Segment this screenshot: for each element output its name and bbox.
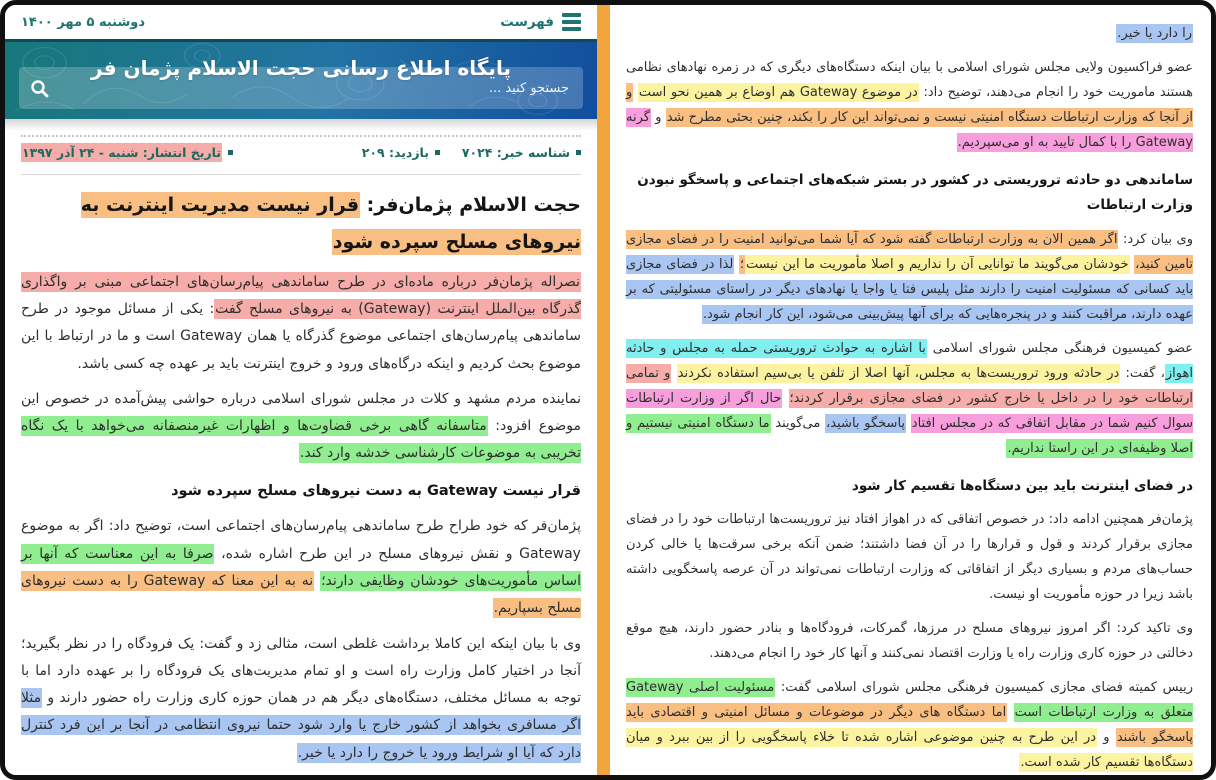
plain-text: عضو کمیسیون فرهنگی مجلس شورای اسلامی xyxy=(926,340,1193,356)
highlighted-text: مثلا اگر مسافری بخواهد از کشور خارج یا وارد شود حتما نیروی انتظامی در آنجا بر این فرد کنترل دارد که آیا او شرایط ورود یا خروج را دارد یا خیر. xyxy=(21,690,581,761)
plain-text xyxy=(1007,705,1013,720)
highlighted-text: اگر همین الان به وزارت ارتباطات گفته شود که آیا شما می‌توانید امنیت را در فضای مجازی تامین کنید، xyxy=(626,232,1193,272)
article-paragraph xyxy=(626,617,1193,667)
plain-text: عضو فراکسیون ولایی مجلس شورای اسلامی با بیان اینکه دستگاه‌های دیگری که در زمره نهادهای نظامی هستند ماموریت خود را انجام می‌دهند، توضیح داد: xyxy=(626,59,1193,100)
article-body-left xyxy=(626,22,1193,775)
search-input[interactable] xyxy=(59,67,583,109)
plain-text xyxy=(671,366,676,381)
plain-text: وی با بیان اینکه این کاملا برداشت غلطی است، مثالی زد و گفت: یک فرودگاه را در نظر بگیرید؛ آنجا در اختیار کامل وزارت راه است و او تمام مدیریت‌های یک فرودگاه را بر عهده دارد اما با توجه به مسائل مختلف، دستگاه‌های دیگر هم در همان حوزه کاری وزارت راه حضور دارند و xyxy=(21,635,581,707)
highlighted-text: حال اگر از وزارت ارتباطات سوال کنیم شما در مقابل اتفاقی که در مجلس افتاد xyxy=(626,390,1193,431)
highlighted-text: لذا در فضای مجازی باید کسانی که مسئولیت امنیت را دارند مثل پلیس فتا یا واجا یا نهادهای دیگر در راستای مسئولیتی که بر عهده دارند، مراقبت کنند و در پنجره‌هایی که برای آنها پیش‌بینی می‌شود، این کار انجام شود. xyxy=(626,257,1193,322)
article-paragraph xyxy=(21,386,581,468)
plain-text: وی بیان کرد: xyxy=(1118,232,1194,248)
menu-label: فهرست xyxy=(500,14,554,30)
dotted-separator xyxy=(21,135,581,137)
article-paragraph xyxy=(626,22,1193,47)
article-paragraph xyxy=(626,676,1193,775)
site-banner xyxy=(5,39,597,119)
banner-shadow xyxy=(5,119,597,130)
plain-text xyxy=(782,391,788,406)
article-paragraph xyxy=(626,228,1193,328)
news-id-label: شناسه خبر: ۷۰۲۴ xyxy=(461,144,570,160)
article-paragraph xyxy=(21,513,581,622)
highlighted-text: پاسخگو باشید، xyxy=(826,415,906,431)
highlighted-text: ؛ xyxy=(739,257,745,272)
plain-text: می‌گویند xyxy=(770,415,826,431)
highlighted-text: قرار نیست مدیریت اینترنت به نیروهای مسلح سپرده شود xyxy=(80,193,581,253)
highlighted-text: مسئولیت اصلی Gateway متعلق به وزارت ارتباطات است xyxy=(626,679,1193,720)
plain-text: نماینده مردم مشهد و کلات در مجلس شورای اسلامی درباره حواشی پیش‌آمده در خصوص این موضوع افزود: xyxy=(21,390,581,435)
highlighted-text: صرفا به این معناست که آنها بر اساس مأموریت‌های خودشان وظایفی دارند؛ xyxy=(21,545,582,589)
highlighted-text: گرنه Gateway را با کمال تایید به او می‌سپردیم. xyxy=(626,109,1193,150)
highlighted-text: در موضوع Gateway هم اوضاع بر همین نحو است xyxy=(638,84,918,100)
highlighted-text: با اشاره به حوادث تروریستی حمله به مجلس و حادثه اهواز xyxy=(626,340,1193,381)
article-page-right xyxy=(5,5,597,775)
section-heading xyxy=(626,474,1193,500)
current-date: دوشنبه ۵ مهر ۱۴۰۰ xyxy=(21,14,146,30)
highlighted-text: ما دستگاه امنیتی نیستیم و اصلا وظیفه‌ای در این راستا نداریم. xyxy=(626,415,1193,456)
meta-row xyxy=(21,143,581,162)
views-label: بازدید: ۲۰۹ xyxy=(361,144,429,160)
search-bar xyxy=(19,67,583,109)
publish-date xyxy=(21,143,233,162)
highlighted-text: خودشان می‌گویند ما توانایی آن را نداریم و اصلا مأموریت ما این نیست xyxy=(746,257,1129,272)
site-title: پایگاه اطلاع رسانی حجت الاسلام پژمان فر xyxy=(91,56,511,81)
highlighted-text: و از آنجا که وزارت ارتباطات دستگاه امنیتی نیست و نمی‌تواند این کار را بکند، چنین بحثی مطرح شد xyxy=(626,84,1193,125)
plain-text: پژمان‌فر که خود طراح طرح ساماندهی پیام‌رسان‌های اجتماعی است، توضیح داد: اگر به موضوع Gateway و نقش نیروهای مسلح در این طرح اشاره شده، xyxy=(21,518,581,562)
plain-text: وی تاکید کرد: اگر امروز نیروهای مسلح در مرزها، گمرکات، فرودگاه‌ها و بنادر حضور دارند، هیچ موقع دخالتی در حوزه کاری وزارت راه یا وزارت اقتصاد نمی‌کنند و آنها کار خود را انجام می‌دهند. xyxy=(626,621,1193,662)
article-paragraph xyxy=(626,337,1193,462)
article-headline xyxy=(21,187,581,261)
plain-text: حجت الاسلام پژمان‌فر: xyxy=(360,193,581,216)
highlighted-text: را دارد یا خیر. xyxy=(1117,26,1192,41)
highlighted-text: نه به این معنا که Gateway را به دست نیروهای مسلح بسپاریم. xyxy=(21,572,581,617)
plain-text: قرار نیست Gateway به دست نیروهای مسلح سپرده شود xyxy=(171,482,581,499)
section-heading xyxy=(21,478,581,506)
square-bullet-icon xyxy=(228,150,233,155)
highlighted-text: و تمامی ارتباطات خود را در داخل یا خارج کشور در فضای مجازی برقرار کردند؛ xyxy=(626,365,1193,406)
article-paragraph xyxy=(21,269,581,378)
plain-text: پژمان‌فر همچنین ادامه داد: در خصوص اتفاقی که در اهواز افتاد نیز تروریست‌ها ارتباطات خود را در فضای مجازی برقرار کردند و قول و قرارها را در آن فضا داشتند؛ ضمن آنکه برخی سرقت‌ها یا خالی کردن حساب‌های مردم و بسیاری دیگر از اتفاقاتی که وزارت ارتباطات نمی‌تواند در آن عرصه پاسخگویی داشته باشد زیرا در حوزه مأموریت او نیست. xyxy=(626,512,1193,603)
article-paragraph xyxy=(626,56,1193,156)
plain-text: ساماندهی دو حادثه تروریستی در کشور در بستر شبکه‌های اجتماعی و پاسخگو نبودن وزارت ارتباطات xyxy=(637,171,1193,214)
highlighted-text: در این طرح به چنین موضوعی اشاره شده تا خلاء پاسخگویی را از بین ببرد و میان دستگاه‌ها تقسیم کار شده است. xyxy=(626,729,1193,770)
square-bullet-icon xyxy=(435,150,440,155)
highlighted-text: نصراله پژمان‌فر درباره ماده‌ای در طرح ساماندهی پیام‌رسان‌های اجتماعی مبنی بر واگذاری گذرگاه بین‌الملل اینترنت (Gateway) به نیروهای مسلح گفت xyxy=(21,273,581,317)
article-body-right xyxy=(5,181,597,775)
article-paragraph xyxy=(626,508,1193,608)
page-divider xyxy=(597,5,610,775)
divider-rule xyxy=(21,174,581,175)
plain-text: : یکی از مسائل موجود در طرح ساماندهی پیام‌رسان‌های اجتماعی موضوع گذرگاه یا همان Gateway است و ما در ارتباط با این موضوع بحث کردیم و اینکه درگاه‌های ورود و خروج اینترنت باید بر عهده چه کسی باشد. xyxy=(21,301,581,372)
plain-text: ، گفت: xyxy=(1120,365,1165,381)
article-paragraph xyxy=(21,631,581,767)
plain-text: در فضای اینترنت باید بین دستگاه‌ها تقسیم کار شود xyxy=(851,477,1193,494)
plain-text: رییس کمیته فضای مجازی کمیسیون فرهنگی مجلس شورای اسلامی گفت: xyxy=(775,679,1193,695)
highlighted-text: اما دستگاه های دیگر در موضوعات و مسائل امنیتی و اقتصادی باید پاسخگو باشند xyxy=(626,704,1194,745)
section-heading xyxy=(626,168,1193,219)
plain-text: و xyxy=(1097,729,1116,745)
square-bullet-icon xyxy=(576,150,581,155)
highlighted-text: در حادثه ورود تروریست‌ها به مجلس، آنها اصلا از تلفن یا بی‌سیم استفاده نکردند xyxy=(677,365,1120,381)
hamburger-icon xyxy=(562,13,581,31)
plain-text: و xyxy=(650,109,666,125)
views-count xyxy=(362,145,440,160)
publish-date-label: تاریخ انتشار: شنبه - ۲۴ آذر ۱۳۹۷ xyxy=(22,144,222,160)
top-bar xyxy=(5,5,597,39)
search-icon[interactable] xyxy=(19,79,59,98)
highlighted-text: متاسفانه گاهی برخی قضاوت‌ها و اظهارات غیرمنصفانه می‌خواهد با یک نگاه تخریبی به موضوعات کارشناسی خدشه وارد کند. xyxy=(21,418,581,462)
meta-group-right xyxy=(362,145,581,160)
meta-zone xyxy=(5,131,597,162)
news-id xyxy=(462,145,581,160)
article-page-left xyxy=(610,5,1211,775)
menu-button[interactable] xyxy=(500,13,581,31)
